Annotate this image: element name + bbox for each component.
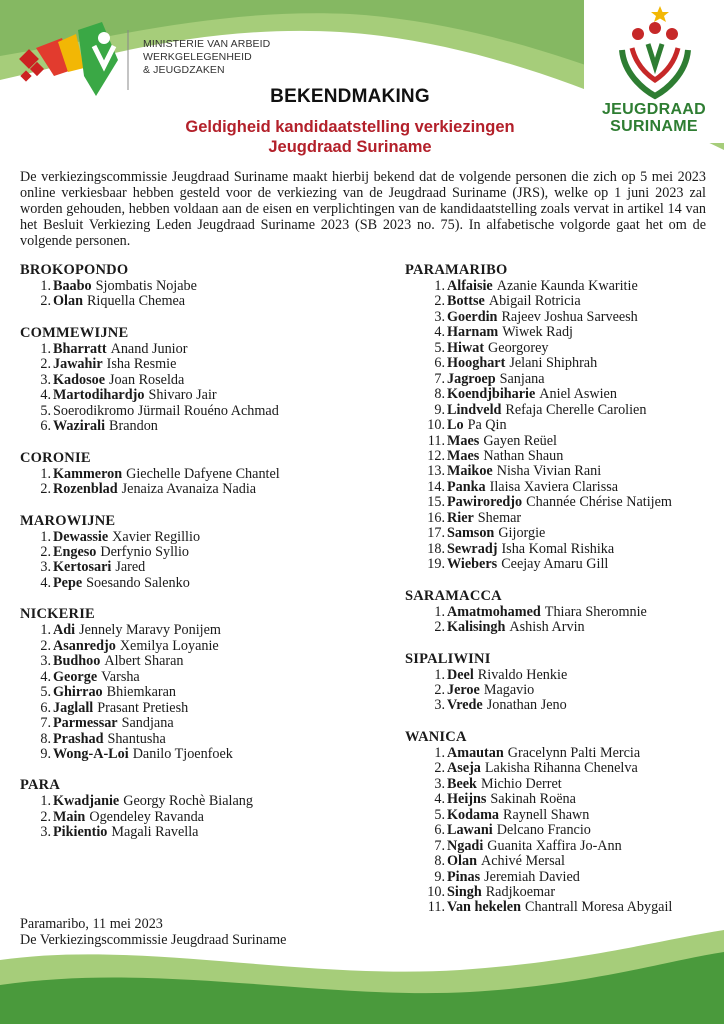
page-title: BEKENDMAKING [270, 86, 430, 107]
candidate-last-name: Aseja [447, 760, 481, 777]
candidate-last-name: Maikoe [447, 463, 493, 480]
candidate-last-name: Parmessar [53, 715, 118, 732]
candidate-number: 17. [427, 525, 445, 542]
candidate-number: 11. [427, 899, 445, 916]
candidate-item [38, 639, 390, 654]
candidate-first-names: Abigail Rotricia [488, 293, 581, 310]
candidate-last-name: Lindveld [447, 401, 502, 418]
district-title: COMMEWIJNE [20, 324, 129, 341]
candidate-number: 1. [40, 622, 51, 639]
candidate-item [423, 668, 715, 683]
candidate-item [423, 511, 715, 526]
candidate-first-names: Gayen Reüel [483, 432, 557, 449]
subtitle-line-1: Geldigheid kandidaatstelling verkiezingen [185, 118, 515, 136]
candidate-last-name: Asanredjo [53, 637, 116, 654]
candidate-first-names: Ilaisa Xaviera Clarissa [489, 478, 619, 495]
candidate-number: 14. [427, 478, 445, 495]
candidate-number: 2. [434, 681, 445, 698]
candidate-number: 12. [427, 447, 445, 464]
candidate-number: 10. [427, 417, 445, 434]
candidate-number: 3. [434, 775, 445, 792]
candidate-first-names: Sanjana [499, 370, 545, 387]
candidate-first-names: Wiwek Radj [502, 324, 573, 341]
candidate-last-name: Amatmohamed [447, 603, 541, 620]
candidate-last-name: Harnam [447, 324, 499, 341]
candidate-number: 11. [427, 432, 445, 449]
candidate-last-name: Baabo [53, 278, 92, 294]
candidate-last-name: Main [53, 808, 86, 825]
candidate-last-name: Maes [447, 447, 480, 464]
candidate-item [423, 341, 715, 356]
district-section [20, 777, 390, 840]
candidate-item [423, 557, 715, 572]
district-section [20, 606, 390, 762]
candidate-number: 3. [434, 697, 445, 714]
candidate-item [423, 403, 715, 418]
candidate-last-name: Jaglall [53, 699, 94, 716]
candidate-number: 15. [427, 494, 445, 511]
candidate-first-names: Refaja Cherelle Carolien [505, 401, 647, 418]
candidate-last-name: Jeroe [447, 681, 480, 698]
district-section [20, 450, 390, 498]
candidate-first-names: Isha Komal Rishika [501, 540, 615, 557]
candidate-first-names: Jennely Maravy Ponijem [79, 622, 221, 639]
candidate-number: 19. [427, 556, 445, 573]
candidate-item [38, 279, 390, 294]
jrs-logo-icon [614, 4, 696, 100]
candidate-first-names: Nisha Vivian Rani [496, 463, 602, 480]
candidate-first-names: Guanita Xaffira Jo-Ann [487, 837, 622, 854]
candidate-first-names: Delcano Francio [496, 822, 591, 839]
candidate-item [423, 885, 715, 900]
candidate-first-names: Gracelynn Palti Mercia [507, 744, 641, 761]
candidate-last-name: Panka [447, 478, 486, 495]
candidate-item [423, 823, 715, 838]
candidate-item [423, 480, 715, 495]
candidate-last-name: Pikientio [53, 824, 108, 841]
candidate-item [38, 467, 390, 482]
candidate-number: 16. [427, 509, 445, 526]
candidate-number: 9. [434, 868, 445, 885]
candidate-number: 3. [434, 308, 445, 325]
candidate-number: 1. [40, 278, 51, 294]
candidate-last-name: Kammeron [53, 465, 123, 482]
candidate-item [423, 294, 715, 309]
candidate-first-names: Varsha [101, 668, 140, 685]
candidate-item [38, 373, 390, 388]
candidate-last-name: Beek [447, 775, 477, 792]
candidate-first-names: Jelani Shiphrah [509, 355, 598, 372]
candidate-number: 1. [434, 666, 445, 683]
candidate-first-names: Pa Qin [467, 417, 507, 434]
candidate-number: 2. [40, 356, 51, 373]
candidate-item [423, 495, 715, 510]
candidate-first-names: Soerodikromo Jürmail Rouéno Achmad [53, 402, 279, 419]
candidate-last-name: Alfaisie [447, 278, 493, 294]
candidate-number: 1. [40, 528, 51, 545]
candidate-item [423, 900, 715, 915]
candidate-number: 4. [40, 387, 51, 404]
candidate-item [38, 482, 390, 497]
candidate-last-name: Goerdin [447, 308, 498, 325]
candidate-first-names: Bhiemkaran [106, 684, 176, 701]
intro-paragraph: De verkiezingscommissie Jeugdraad Suriname maakt hierbij bekend dat de volgende personen die zich op 5 mei 2023 online verkiesbaar hebben gesteld voor de verkiezing van de Jeugdraad Suriname (JRS), welke op 1 juni 2023 zal worden gehouden, hebben voldaan aan de eisen en verplichtingen van de kandidaatstelling zoals vervat in artikel 14 van het Besluit Verkiezing Leden Jeugdraad Suriname 2023 (SB 2023 no. 75). In alfabetische volgorde gaat het om de volgende personen. [20, 169, 706, 249]
jrs-logo-text [584, 101, 724, 135]
candidate-last-name: George [53, 668, 98, 685]
candidate-last-name: Rier [447, 509, 474, 526]
candidate-last-name: Kertosari [53, 559, 112, 576]
candidate-item [423, 870, 715, 885]
candidate-last-name: Wong-A-Loi [53, 745, 129, 762]
candidate-last-name: Pinas [447, 868, 481, 885]
candidate-first-names: Sandjana [121, 715, 174, 732]
candidate-first-names: Nathan Shaun [483, 447, 564, 464]
candidate-item [423, 792, 715, 807]
footer [20, 916, 286, 948]
page-subtitle [120, 117, 580, 157]
candidate-first-names: Rajeev Joshua Sarveesh [501, 308, 638, 325]
candidate-item [423, 777, 715, 792]
candidate-last-name: Olan [447, 853, 477, 870]
candidate-item [38, 794, 390, 809]
candidate-last-name: Wiebers [447, 556, 498, 573]
candidate-number: 5. [434, 339, 445, 356]
candidate-last-name: Singh [447, 883, 482, 900]
candidate-number: 6. [40, 699, 51, 716]
candidate-list [405, 668, 715, 714]
candidate-number: 3. [40, 653, 51, 670]
candidate-list [405, 279, 715, 573]
candidate-first-names: Achivé Mersal [480, 853, 565, 870]
candidate-last-name: Adi [53, 622, 76, 639]
candidate-item [423, 449, 715, 464]
candidate-last-name: Rozenblad [53, 481, 118, 498]
candidate-list [20, 530, 390, 592]
candidate-number: 5. [40, 402, 51, 419]
candidate-list [20, 279, 390, 310]
candidate-number: 7. [40, 715, 51, 732]
candidate-last-name: Olan [53, 293, 83, 310]
candidate-first-names: Jonathan Jeno [486, 697, 567, 714]
candidate-last-name: Lo [447, 417, 464, 434]
candidate-last-name: Engeso [53, 543, 97, 560]
candidate-first-names: Brandon [109, 418, 158, 435]
candidate-list [405, 605, 715, 636]
candidate-first-names: Shantusha [107, 730, 166, 747]
candidate-last-name: Van hekelen [447, 899, 521, 916]
candidate-number: 1. [434, 744, 445, 761]
candidate-first-names: Chantrall Moresa Abygail [524, 899, 673, 916]
footer-signature: De Verkiezingscommissie Jeugdraad Suriname [20, 932, 287, 948]
candidate-first-names: Lakisha Rihanna Chenelva [484, 760, 638, 777]
candidate-number: 1. [40, 793, 51, 810]
candidate-last-name: Maes [447, 432, 480, 449]
candidate-first-names: Shemar [477, 509, 522, 526]
candidate-item [38, 342, 390, 357]
candidate-first-names: Raynell Shawn [503, 806, 590, 823]
candidate-last-name: Ghirrao [53, 684, 103, 701]
candidate-number: 10. [427, 883, 445, 900]
candidate-list [20, 467, 390, 498]
candidate-first-names: Danilo Tjoenfoek [132, 745, 233, 762]
candidate-first-names: Jared [115, 559, 146, 576]
candidate-last-name: Martodihardjo [53, 387, 145, 404]
candidate-number: 2. [40, 481, 51, 498]
candidate-number: 9. [434, 401, 445, 418]
district-title: NICKERIE [20, 606, 95, 623]
candidate-item [423, 761, 715, 776]
candidate-last-name: Dewassie [53, 528, 109, 545]
district-title: MAROWIJNE [20, 512, 116, 529]
candidate-first-names: Isha Resmie [106, 356, 177, 373]
candidate-item [38, 701, 390, 716]
candidate-list [20, 794, 390, 840]
candidate-item [38, 294, 390, 309]
candidate-first-names: Magali Ravella [111, 824, 199, 841]
candidate-number: 5. [40, 684, 51, 701]
candidate-item [423, 372, 715, 387]
candidate-item [38, 530, 390, 545]
candidate-item [423, 356, 715, 371]
candidate-item [38, 685, 390, 700]
ministry-name [143, 38, 270, 77]
ministry-line-1: MINISTERIE VAN ARBEID [143, 38, 271, 50]
candidate-item [423, 434, 715, 449]
candidate-first-names: Giechelle Dafyene Chantel [126, 465, 280, 482]
candidate-item [38, 404, 390, 419]
district-title: PARA [20, 777, 60, 794]
candidate-item [423, 683, 715, 698]
candidate-item [423, 746, 715, 761]
candidate-number: 8. [434, 386, 445, 403]
ministry-logo-icon [18, 20, 138, 100]
candidate-last-name: Bharratt [53, 340, 107, 357]
candidate-first-names: Rivaldo Henkie [477, 666, 568, 683]
candidate-last-name: Jagroep [447, 370, 496, 387]
candidate-number: 2. [40, 543, 51, 560]
candidate-item [38, 810, 390, 825]
candidate-first-names: Magavio [483, 681, 535, 698]
candidate-last-name: Lawani [447, 822, 493, 839]
candidate-number: 2. [40, 293, 51, 310]
candidate-number: 3. [40, 559, 51, 576]
candidate-number: 7. [434, 370, 445, 387]
candidate-number: 2. [40, 808, 51, 825]
candidate-first-names: Azanie Kaunda Kwaritie [496, 278, 638, 294]
candidate-last-name: Budhoo [53, 653, 101, 670]
jrs-logo-text-line-2: SURINAME [610, 118, 698, 135]
candidate-item [38, 576, 390, 591]
candidate-last-name: Kwadjanie [53, 793, 120, 810]
district-section [405, 651, 715, 714]
district-section [405, 729, 715, 916]
candidate-number: 1. [434, 603, 445, 620]
candidate-number: 1. [40, 465, 51, 482]
candidate-number: 1. [40, 340, 51, 357]
candidate-first-names: Shivaro Jair [148, 387, 217, 404]
candidate-number: 2. [434, 293, 445, 310]
candidate-number: 6. [40, 418, 51, 435]
candidate-last-name: Samson [447, 525, 495, 542]
candidate-item [423, 279, 715, 294]
candidate-list [405, 746, 715, 916]
candidate-item [38, 545, 390, 560]
candidate-item [38, 419, 390, 434]
right-column [405, 262, 715, 931]
candidate-number: 5. [434, 806, 445, 823]
candidate-item [38, 357, 390, 372]
candidate-item [423, 839, 715, 854]
candidate-last-name: Prashad [53, 730, 104, 747]
candidate-last-name: Kodama [447, 806, 500, 823]
candidate-last-name: Deel [447, 666, 474, 683]
candidate-item [423, 808, 715, 823]
candidate-number: 1. [434, 278, 445, 294]
candidate-number: 3. [40, 371, 51, 388]
district-section [20, 513, 390, 592]
candidate-first-names: Michio Derret [480, 775, 562, 792]
candidate-number: 9. [40, 745, 51, 762]
candidate-first-names: Soesando Salenko [86, 574, 190, 591]
candidate-first-names: Ceejay Amaru Gill [501, 556, 609, 573]
ministry-line-3: & JEUGDZAKEN [143, 64, 225, 76]
candidate-number: 6. [434, 822, 445, 839]
candidate-first-names: Thiara Sheromnie [544, 603, 647, 620]
candidate-number: 4. [434, 324, 445, 341]
candidate-number: 6. [434, 355, 445, 372]
candidate-last-name: Heijns [447, 791, 487, 808]
candidate-first-names: Radjkoemar [485, 883, 556, 900]
district-section [405, 262, 715, 573]
candidate-item [38, 388, 390, 403]
candidate-last-name: Wazirali [53, 418, 106, 435]
candidate-last-name: Ngadi [447, 837, 484, 854]
district-section [405, 588, 715, 636]
candidate-first-names: Xemilya Loyanie [119, 637, 219, 654]
candidate-item [38, 623, 390, 638]
candidate-item [423, 325, 715, 340]
candidate-last-name: Amautan [447, 744, 504, 761]
left-column [20, 262, 390, 856]
candidate-first-names: Gijorgie [498, 525, 546, 542]
candidate-number: 3. [40, 824, 51, 841]
candidate-item [38, 654, 390, 669]
district-title: CORONIE [20, 449, 91, 466]
district-title: BROKOPONDO [20, 262, 129, 278]
candidate-first-names: Georgorey [488, 339, 549, 356]
district-section [20, 262, 390, 310]
district-title: SIPALIWINI [405, 650, 491, 667]
candidate-number: 2. [40, 637, 51, 654]
candidate-first-names: Xavier Regillio [112, 528, 201, 545]
candidate-last-name: Kadosoe [53, 371, 106, 388]
candidate-first-names: Aniel Aswien [539, 386, 617, 403]
district-section [20, 325, 390, 435]
candidate-number: 2. [434, 760, 445, 777]
candidate-last-name: Hiwat [447, 339, 485, 356]
candidate-last-name: Sewradj [447, 540, 498, 557]
candidate-number: 8. [434, 853, 445, 870]
candidate-first-names: Jeremiah Davied [484, 868, 580, 885]
candidate-number: 13. [427, 463, 445, 480]
candidate-first-names: Ogendeley Ravanda [89, 808, 204, 825]
candidate-list [20, 342, 390, 435]
candidate-first-names: Anand Junior [110, 340, 188, 357]
district-title: PARAMARIBO [405, 262, 508, 278]
candidate-number: 8. [40, 730, 51, 747]
ministry-line-2: WERKGELEGENHEID [143, 51, 252, 63]
candidate-item [38, 560, 390, 575]
candidate-number: 4. [434, 791, 445, 808]
candidate-last-name: Bottse [447, 293, 485, 310]
candidate-number: 7. [434, 837, 445, 854]
footer-place-date: Paramaribo, 11 mei 2023 [20, 916, 163, 932]
candidate-item [423, 310, 715, 325]
candidate-item [423, 464, 715, 479]
candidate-first-names: Albert Sharan [104, 653, 184, 670]
candidate-last-name: Pepe [53, 574, 83, 591]
candidate-first-names: Jenaiza Avanaiza Nadia [121, 481, 257, 498]
jrs-logo-text-line-1: JEUGDRAAD [601, 101, 707, 118]
candidate-number: 2. [434, 619, 445, 636]
candidate-item [38, 670, 390, 685]
candidate-item [423, 418, 715, 433]
district-title: WANICA [405, 728, 467, 745]
candidate-item [423, 542, 715, 557]
candidate-item [423, 387, 715, 402]
candidate-item [423, 526, 715, 541]
candidate-item [38, 825, 390, 840]
candidate-item [423, 620, 715, 635]
candidate-item [423, 605, 715, 620]
candidate-last-name: Jawahir [53, 356, 103, 373]
candidate-item [38, 732, 390, 747]
candidate-first-names: Georgy Rochè Bialang [123, 793, 253, 810]
candidate-list [20, 623, 390, 762]
candidate-item [423, 854, 715, 869]
candidate-first-names: Sakinah Roëna [490, 791, 576, 808]
candidate-first-names: Ashish Arvin [509, 619, 585, 636]
candidate-first-names: Riquella Chemea [86, 293, 186, 310]
district-title: SARAMACCA [405, 587, 502, 604]
candidate-last-name: Pawiroredjo [447, 494, 523, 511]
candidate-item [38, 747, 390, 762]
candidate-number: 4. [40, 574, 51, 591]
candidate-last-name: Vrede [447, 697, 483, 714]
candidate-first-names: Sjombatis Nojabe [95, 278, 197, 294]
candidate-number: 18. [427, 540, 445, 557]
candidate-last-name: Hooghart [447, 355, 506, 372]
candidate-number: 4. [40, 668, 51, 685]
candidate-last-name: Kalisingh [447, 619, 506, 636]
candidate-first-names: Channée Chérise Natijem [526, 494, 672, 511]
candidate-first-names: Joan Roselda [109, 371, 185, 388]
candidate-item [38, 716, 390, 731]
candidate-first-names: Prasant Pretiesh [97, 699, 189, 716]
candidate-item [423, 698, 715, 713]
subtitle-line-2: Jeugdraad Suriname [268, 138, 432, 156]
candidate-last-name: Koendjbiharie [447, 386, 536, 403]
candidate-first-names: Derfynio Syllio [100, 543, 190, 560]
